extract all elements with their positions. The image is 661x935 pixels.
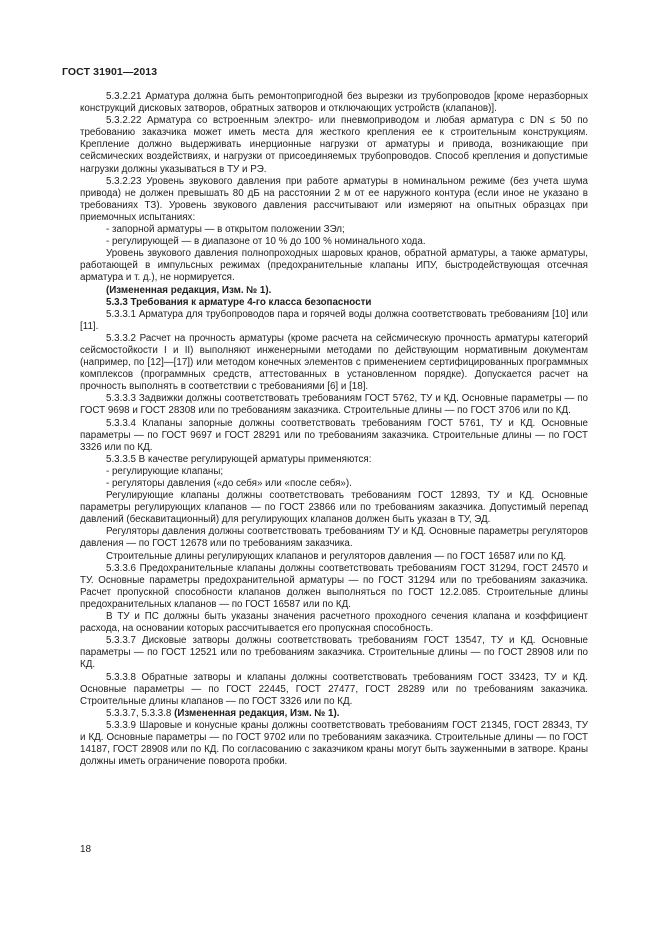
document-header: ГОСТ 31901—2013 (62, 66, 158, 78)
list-item: - регуляторы давления («до себя» или «после себя»). (106, 478, 352, 489)
paragraph-pressure-regulators: Регуляторы давления должны соответствовать требованиям ТУ и КД. Основные параметры регуляторов давления — по ГОСТ 12678 или по требованиям заказчика. (80, 526, 588, 550)
paragraph-5-3-3-3: 5.3.3.3 Задвижки должны соответствовать требованиям ГОСТ 5762, ТУ и КД. Основные параметры — по ГОСТ 9698 и ГОСТ 28308 или по требованиям заказчика. Строительные длины — по ГОСТ 3706 или по КД. (80, 393, 588, 417)
paragraph-5-3-3-5: 5.3.3.5 В качестве регулирующей арматуры применяются: (106, 453, 372, 465)
document-body (80, 91, 588, 768)
amendment-reference (80, 708, 588, 720)
paragraph-5-3-2-22: 5.3.2.22 Арматура со встроенным электро- или пневмоприводом и любая арматура с DN ≤ 50 по требованию заказчика может иметь места для жесткого крепления ее к строительным конструкциям. Крепление должно выдерживать инерционные нагрузки от арматуры и привода, возникающие при сейсмических воздействиях, и нагрузки от присоединяемых трубопроводов. Способ крепления и допустимые нагрузки должны указываться в ТУ и РЭ. (80, 115, 588, 175)
paragraph-noise-exceptions: Уровень звукового давления полнопроходных шаровых кранов, обратной арматуры, а также арматуры, работающей в импульсных режимах (предохранительные клапаны ИПУ, быстродействующая отсечная арматура и т. д.), не нормируется. (80, 248, 588, 284)
paragraph-5-3-3-1: 5.3.3.1 Арматура для трубопроводов пара и горячей воды должна соответствовать требованиям [10] или [11]. (80, 308, 588, 332)
amendment-clauses: 5.3.3.7, 5.3.3.8 (106, 707, 172, 719)
paragraph-5-3-3-9: 5.3.3.9 Шаровые и конусные краны должны соответствовать требованиям ГОСТ 21345, ГОСТ 28343, ТУ и КД. Основные параметры — по ГОСТ 9702 или по требованиям заказчика. Строительные длины — по ГОСТ 14187, ГОСТ 28908 или по КД. По согласованию с заказчиком краны могут быть зауженными в затворе. Краны должны иметь ограничение поворота пробки. (80, 719, 588, 768)
amendment-note: (Измененная редакция, Изм. № 1). (174, 707, 340, 719)
paragraph-control-valves: Регулирующие клапаны должны соответствовать требованиям ГОСТ 12893, ТУ и КД. Основные параметры регулирующих клапанов — по ГОСТ 23866 или по требованиям заказчика. Допустимый перепад давлений (бескавитационный) для регулирующих клапанов должен быть указан в ТУ, ЭД. (80, 490, 588, 526)
amendment-note: (Измененная редакция, Изм. № 1). (106, 284, 272, 296)
paragraph-5-3-2-21: 5.3.2.21 Арматура должна быть ремонтопригодной без вырезки из трубопроводов [кроме неразборных конструкций дисковых затворов, обратных затворов и отключающих устройств (клапанов)]. (80, 91, 588, 115)
paragraph-5-3-3-7: 5.3.3.7 Дисковые затворы должны соответствовать требованиям ГОСТ 13547, ТУ и КД. Основные параметры — по ГОСТ 12521 или по требованиям заказчика. Строительные длины — по ГОСТ 28908 или по КД. (80, 635, 588, 671)
paragraph-flow-section: В ТУ и ПС должны быть указаны значения расчетного проходного сечения клапана и коэффициент расхода, на основании которых рассчитывается его пропускная способность. (80, 611, 588, 635)
section-heading-5-3-3: 5.3.3 Требования к арматуре 4-го класса безопасности (106, 296, 372, 308)
list-item: - запорной арматуры — в открытом положении ЗЭл; (106, 224, 345, 236)
list-item: - регулирующие клапаны; (106, 465, 224, 477)
page-number: 18 (80, 844, 92, 855)
list-item: - регулирующей — в диапазоне от 10 % до 100 % номинального хода. (106, 236, 426, 248)
paragraph-5-3-3-2: 5.3.3.2 Расчет на прочность арматуры (кроме расчета на сейсмическую прочность арматуры категорий сейсмостойкости I и II) выполняют инженерными методами по действующим нормативным документам (например, по [12]—[17]) или методом конечных элементов с применением сертифицированных программных комплексов (программных средств, аттестованных в установленном порядке). Допускается расчет на прочность выполнять в соответствии с требованиями [6] и [18]. (80, 332, 588, 393)
paragraph-5-3-3-8: 5.3.3.8 Обратные затворы и клапаны должны соответствовать требованиям ГОСТ 33423, ТУ и КД. Основные параметры — по ГОСТ 22445, ГОСТ 27477, ГОСТ 28289 или по требованиям заказчика. Строительные длины клапанов — по ГОСТ 3326 или по КД. (80, 671, 588, 707)
paragraph-5-3-3-4: 5.3.3.4 Клапаны запорные должны соответствовать требованиям ГОСТ 5761, ТУ и КД. Основные параметры — по ГОСТ 9697 и ГОСТ 28291 или по требованиям заказчика. Строительные длины — по ГОСТ 3326 или по КД. (80, 417, 588, 453)
paragraph-5-3-2-23: 5.3.2.23 Уровень звукового давления при работе арматуры в номинальном режиме (без учета шума привода) не должен превышать 80 дБ на расстоянии 2 м от ее наружного контура (если иное не указано в требованиях ТЗ). Уровень звукового давления рассчитывают или измеряют на опытных образцах при приемочных испытаниях: (80, 175, 588, 223)
paragraph-construction-lengths: Строительные длины регулирующих клапанов и регуляторов давления — по ГОСТ 16587 или по КД. (106, 550, 567, 562)
paragraph-5-3-3-6: 5.3.3.6 Предохранительные клапаны должны соответствовать требованиям ГОСТ 31294, ГОСТ 24570 и ТУ. Основные параметры предохранительной арматуры — по ГОСТ 31294 или по требованиям заказчика. Расчет пропускной способности клапанов должен выполняться по ГОСТ 12.2.085. Строительные длины предохранительных клапанов — по ГОСТ 16587 или по КД. (80, 562, 588, 610)
